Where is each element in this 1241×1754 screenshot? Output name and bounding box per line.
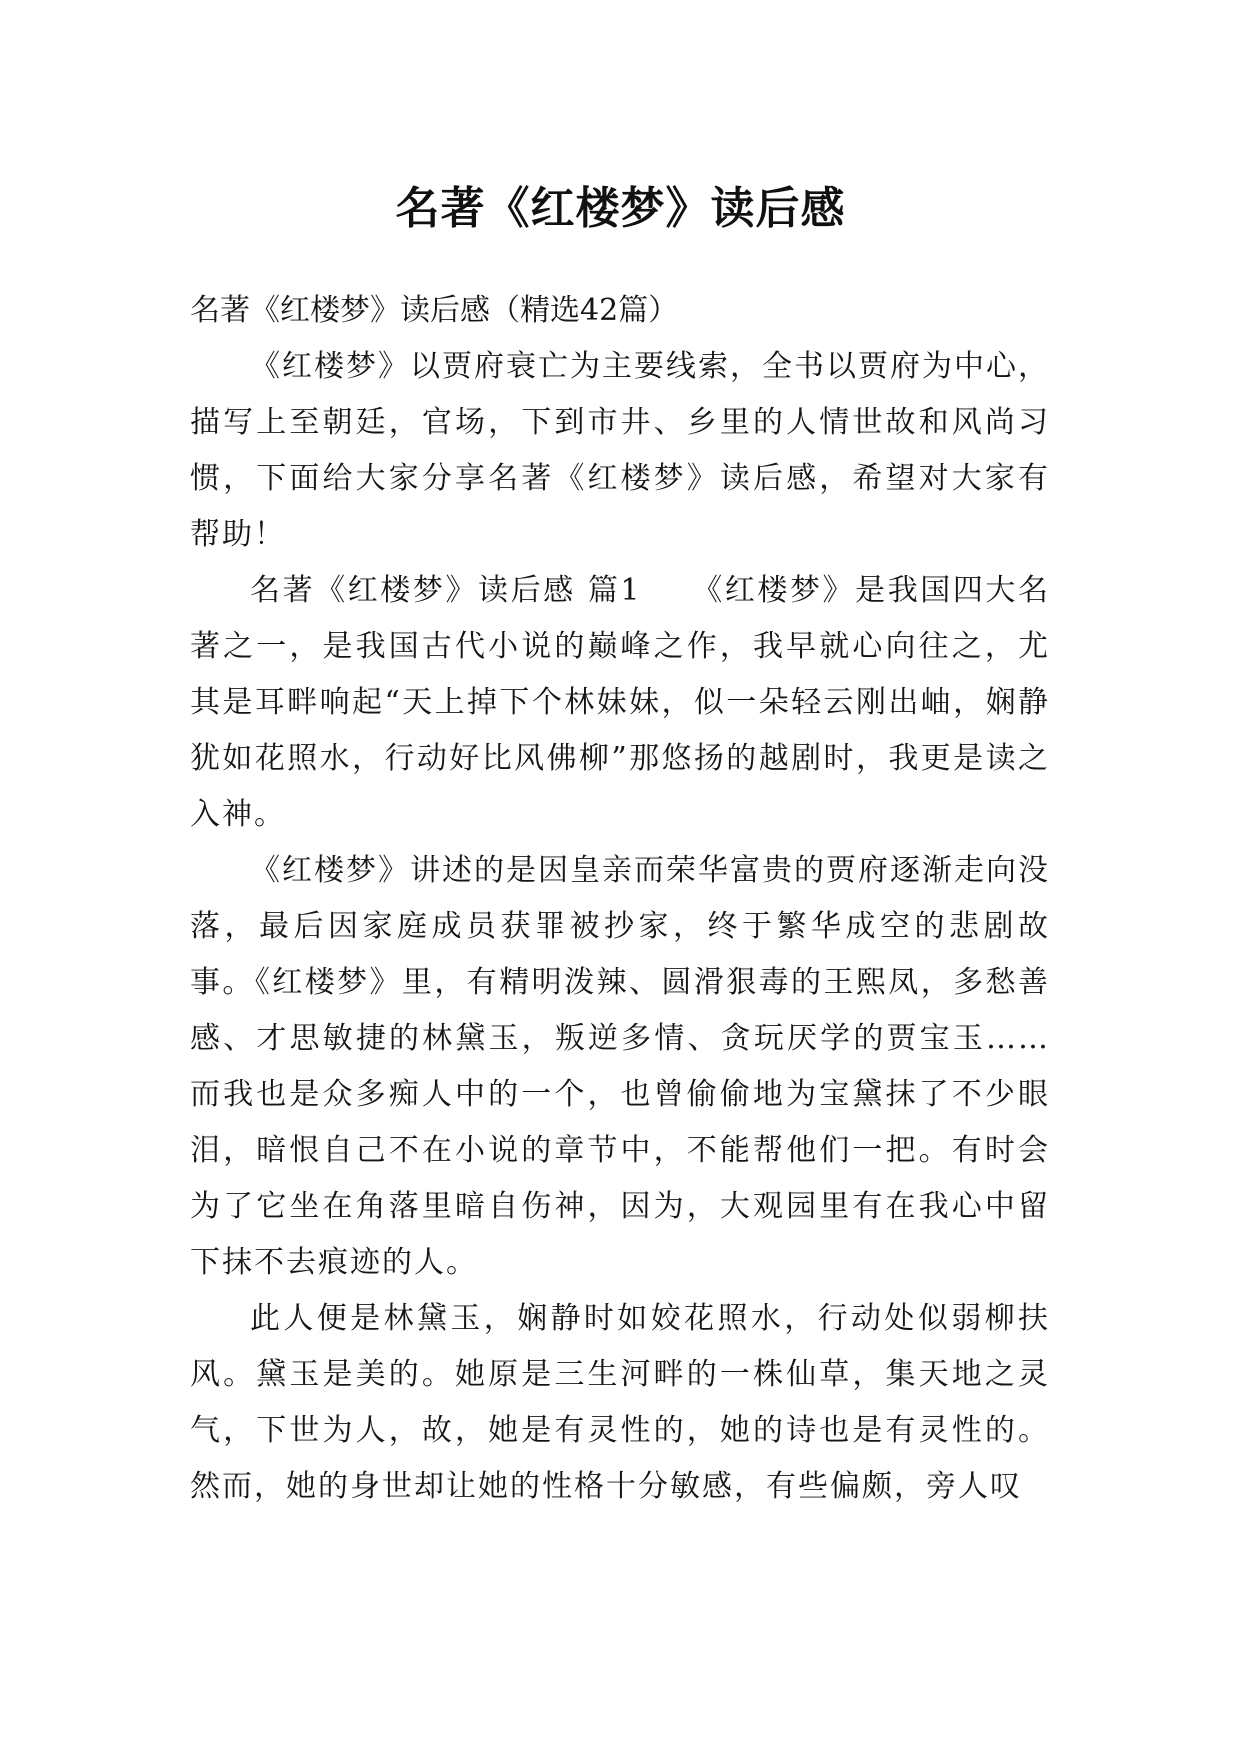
essay-paragraph-1: 名著《红楼梦》读后感 篇1 《红楼梦》是我国四大名著之一，是我国古代小说的巅峰之作，我早就心向往之，尤其是耳畔响起“天上掉下个林妹妹，似一朵轻云刚出岫，娴静犹如花照水，行动好比风佛柳”那悠扬的越剧时，我更是读之入神。 <box>190 573 1050 832</box>
document-title: 名著《红楼梦》读后感 <box>395 183 846 235</box>
essay-paragraph-2: 《红楼梦》讲述的是因皇亲而荣华富贵的贾府逐渐走向没落，最后因家庭成员获罪被抄家，终于繁华成空的悲剧故事。《红楼梦》里，有精明泼辣、圆滑狠毒的王熙凤，多愁善感、才思敏捷的林黛玉，叛逆多情、贪玩厌学的贾宝玉……而我也是众多痴人中的一个，也曾偷偷地为宝黛抹了不少眼泪，暗恨自己不在小说的章节中，不能帮他们一把。有时会为了它坐在角落里暗自伤神，因为，大观园里有在我心中留下抹不去痕迹的人。 <box>190 853 1050 1280</box>
document-body <box>190 283 1050 1515</box>
document-subtitle: 名著《红楼梦》读后感（精选42篇） <box>190 293 679 328</box>
intro-paragraph: 《红楼梦》以贾府衰亡为主要线索，全书以贾府为中心，描写上至朝廷，官场，下到市井、乡里的人情世故和风尚习惯，下面给大家分享名著《红楼梦》读后感，希望对大家有帮助！ <box>190 349 1050 552</box>
essay-paragraph-3: 此人便是林黛玉，娴静时如姣花照水，行动处似弱柳扶风。黛玉是美的。她原是三生河畔的一株仙草，集天地之灵气，下世为人，故，她是有灵性的，她的诗也是有灵性的。然而，她的身世却让她的性格十分敏感，有些偏颇，旁人叹 <box>190 1301 1050 1504</box>
